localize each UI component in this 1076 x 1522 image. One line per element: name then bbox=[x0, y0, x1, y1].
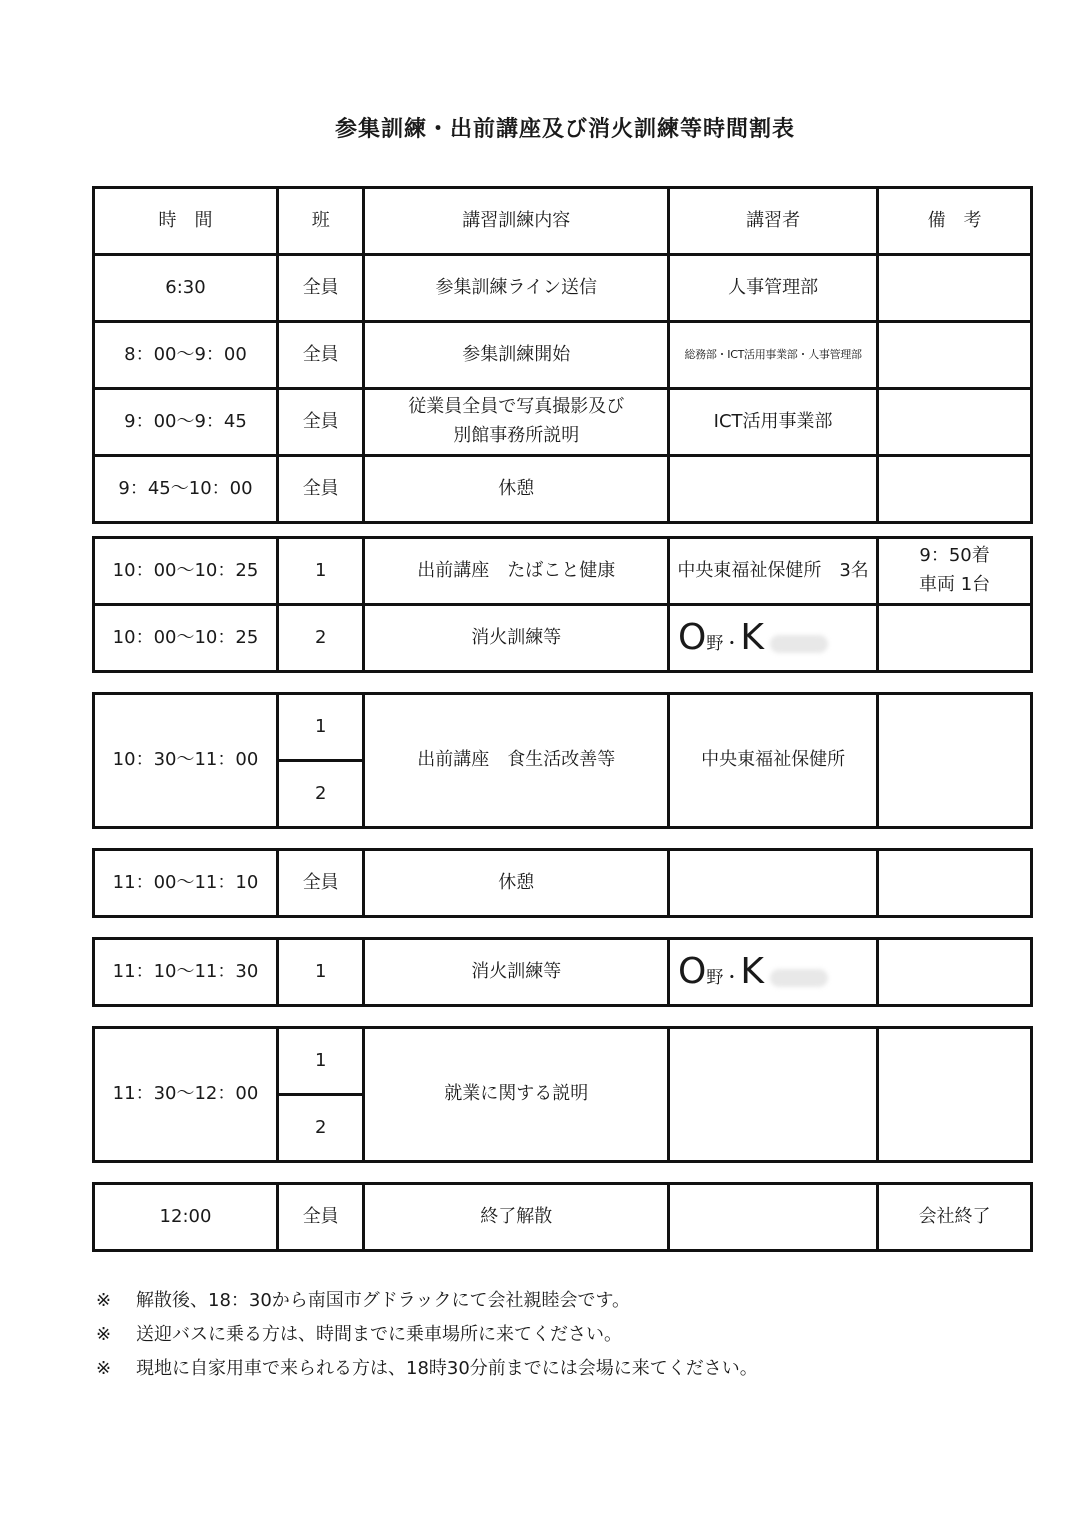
content-cell bbox=[364, 389, 669, 456]
content-cell: 終了解散 bbox=[364, 1184, 669, 1251]
group-cell: 2 bbox=[277, 761, 363, 828]
redaction-blur bbox=[770, 635, 828, 653]
content-cell: 消火訓練等 bbox=[364, 605, 669, 672]
header-instructor: 講習者 bbox=[669, 188, 878, 255]
time-cell: 11：30～12：00 bbox=[94, 1028, 278, 1162]
content-line: 従業員全員で写真撮影及び bbox=[408, 396, 625, 418]
schedule-table-block-6 bbox=[92, 1026, 1033, 1163]
initial-o: O bbox=[678, 617, 707, 659]
instructor-cell bbox=[669, 1028, 878, 1162]
time-cell: 10：00～10：25 bbox=[94, 605, 278, 672]
instructor-cell: ICT活用事業部 bbox=[669, 389, 878, 456]
table-row bbox=[94, 322, 1032, 389]
footnote-mark: ※ bbox=[96, 1324, 112, 1345]
table-row bbox=[94, 605, 1032, 672]
footnote-mark: ※ bbox=[96, 1358, 112, 1379]
content-cell: 出前講座 たばこと健康 bbox=[364, 538, 669, 605]
page-title: 参集訓練・出前講座及び消火訓練等時間割表 bbox=[334, 117, 795, 142]
content-cell: 消火訓練等 bbox=[364, 939, 669, 1006]
group-cell: 1 bbox=[277, 538, 363, 605]
note-cell bbox=[878, 538, 1032, 605]
time-cell: 8：00～9：00 bbox=[94, 322, 278, 389]
time-cell: 6:30 bbox=[94, 255, 278, 322]
time-cell: 12:00 bbox=[94, 1184, 278, 1251]
note-cell: 会社終了 bbox=[878, 1184, 1032, 1251]
time-cell: 10：30～11：00 bbox=[94, 694, 278, 828]
instructor-cell bbox=[669, 1184, 878, 1251]
group-cell: 1 bbox=[277, 694, 363, 761]
table-row bbox=[94, 1184, 1032, 1251]
group-cell: 全員 bbox=[277, 322, 363, 389]
redaction-blur bbox=[770, 969, 828, 987]
table-row bbox=[94, 939, 1032, 1006]
header-row bbox=[94, 188, 1032, 255]
group-cell: 全員 bbox=[277, 389, 363, 456]
instructor-cell bbox=[669, 605, 878, 672]
instructor-cell bbox=[669, 456, 878, 523]
table-row bbox=[94, 850, 1032, 917]
footnote bbox=[96, 1318, 758, 1352]
note-cell bbox=[878, 456, 1032, 523]
time-cell: 9：45～10：00 bbox=[94, 456, 278, 523]
schedule-table-block-1 bbox=[92, 186, 1033, 524]
time-cell: 11：10～11：30 bbox=[94, 939, 278, 1006]
content-line: 別館事務所説明 bbox=[453, 425, 580, 446]
header-group: 班 bbox=[277, 188, 363, 255]
note-cell bbox=[878, 850, 1032, 917]
content-cell: 参集訓練開始 bbox=[364, 322, 669, 389]
group-cell: 2 bbox=[277, 1095, 363, 1162]
footnote-text: 解散後、18：30から南国市グドラックにて会社親睦会です。 bbox=[136, 1290, 631, 1311]
time-cell: 9：00～9：45 bbox=[94, 389, 278, 456]
note-cell bbox=[878, 389, 1032, 456]
redacted-name bbox=[678, 617, 764, 658]
name-fragment: 野・ bbox=[706, 968, 741, 989]
table-row bbox=[94, 538, 1032, 605]
header-content: 講習訓練内容 bbox=[364, 188, 669, 255]
schedule-table-block-4 bbox=[92, 848, 1033, 918]
footnote-text: 現地に自家用車で来られる方は、18時30分前までには会場に来てください。 bbox=[136, 1358, 758, 1379]
header-time: 時 間 bbox=[94, 188, 278, 255]
group-cell: 2 bbox=[277, 605, 363, 672]
note-cell bbox=[878, 322, 1032, 389]
table-row bbox=[94, 1028, 1032, 1095]
group-cell: 全員 bbox=[277, 456, 363, 523]
note-cell bbox=[878, 939, 1032, 1006]
instructor-cell: 中央東福祉保健所 3名 bbox=[669, 538, 878, 605]
instructor-cell: 人事管理部 bbox=[669, 255, 878, 322]
note-cell bbox=[878, 1028, 1032, 1162]
note-cell bbox=[878, 255, 1032, 322]
footnotes bbox=[96, 1284, 758, 1386]
note-line: 車両 1台 bbox=[918, 574, 991, 595]
footnote-mark: ※ bbox=[96, 1290, 112, 1311]
content-cell: 休憩 bbox=[364, 456, 669, 523]
initial-k: K bbox=[740, 951, 764, 993]
note-cell bbox=[878, 694, 1032, 828]
note-cell bbox=[878, 605, 1032, 672]
note-line: 9：50着 bbox=[919, 545, 990, 567]
schedule-table-block-5 bbox=[92, 937, 1033, 1007]
group-cell: 全員 bbox=[277, 255, 363, 322]
table-row bbox=[94, 255, 1032, 322]
table-row bbox=[94, 694, 1032, 761]
instructor-cell: 総務部・ICT活用事業部・人事管理部 bbox=[669, 322, 878, 389]
group-cell: 1 bbox=[277, 1028, 363, 1095]
initial-o: O bbox=[678, 951, 707, 993]
footnote bbox=[96, 1352, 758, 1386]
time-cell: 10：00～10：25 bbox=[94, 538, 278, 605]
schedule-table-block-3 bbox=[92, 692, 1033, 829]
instructor-cell bbox=[669, 850, 878, 917]
schedule-table-block-7 bbox=[92, 1182, 1033, 1252]
name-fragment: 野・ bbox=[706, 634, 741, 655]
header-note: 備 考 bbox=[878, 188, 1032, 255]
content-cell: 就業に関する説明 bbox=[364, 1028, 669, 1162]
table-row bbox=[94, 456, 1032, 523]
group-cell: 全員 bbox=[277, 1184, 363, 1251]
group-cell: 1 bbox=[277, 939, 363, 1006]
footnote-text: 送迎バスに乗る方は、時間までに乗車場所に来てください。 bbox=[136, 1324, 622, 1345]
instructor-cell bbox=[669, 939, 878, 1006]
time-cell: 11：00～11：10 bbox=[94, 850, 278, 917]
schedule-table-block-2 bbox=[92, 536, 1033, 673]
table-row bbox=[94, 389, 1032, 456]
initial-k: K bbox=[740, 617, 764, 659]
footnote bbox=[96, 1284, 758, 1318]
instructor-cell: 中央東福祉保健所 bbox=[669, 694, 878, 828]
content-cell: 出前講座 食生活改善等 bbox=[364, 694, 669, 828]
redacted-name bbox=[678, 951, 764, 992]
group-cell: 全員 bbox=[277, 850, 363, 917]
content-cell: 参集訓練ライン送信 bbox=[364, 255, 669, 322]
content-cell: 休憩 bbox=[364, 850, 669, 917]
